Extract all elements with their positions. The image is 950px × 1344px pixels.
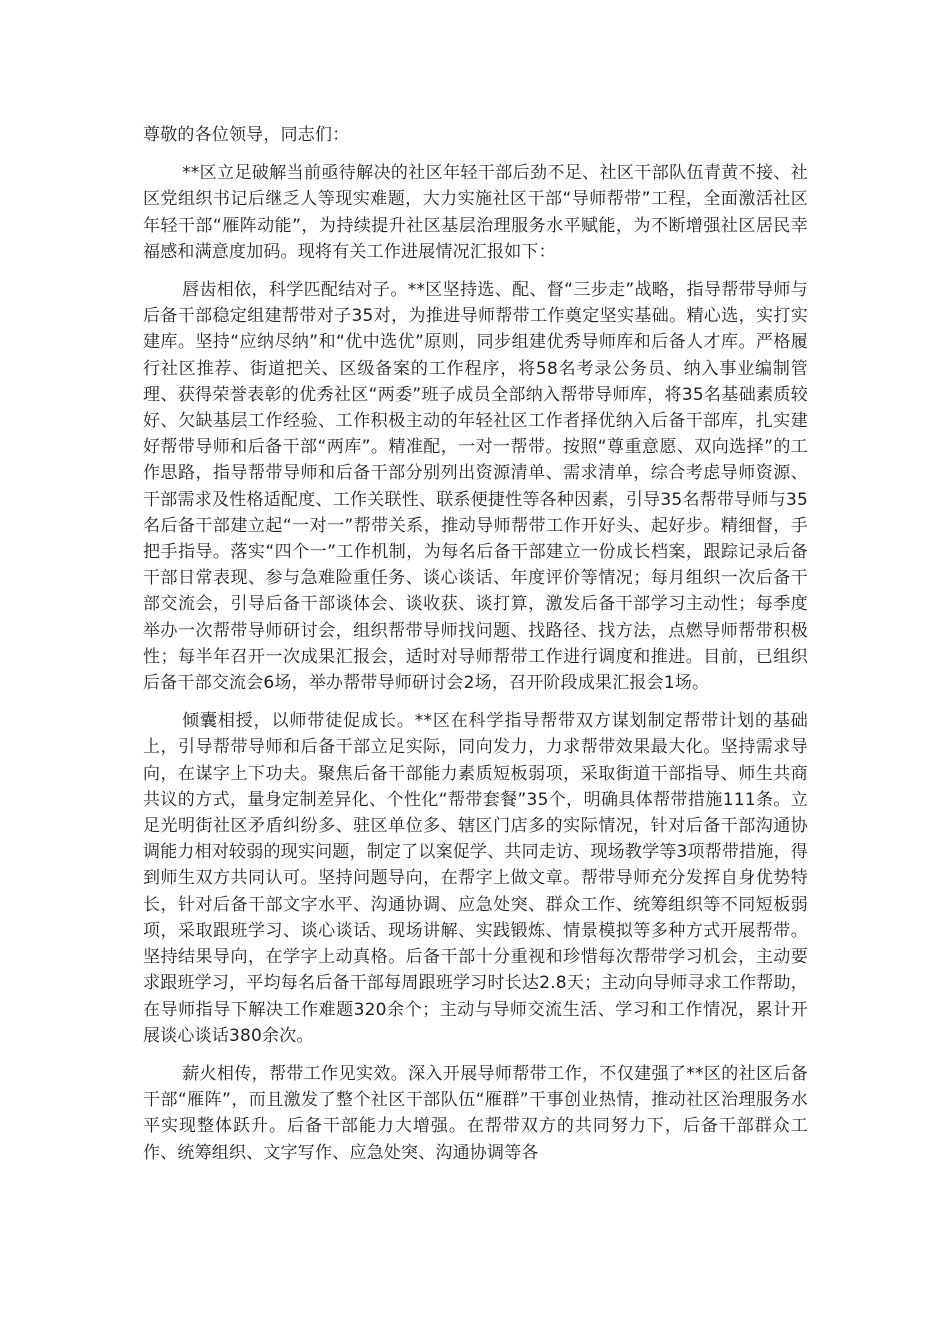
paragraph-results: 薪火相传，帮带工作见实效。深入开展导师帮带工作，不仅建强了**区的社区后备干部“雁阵”，而且激发了整个社区干部队伍“雁群”干事创业热情，推动社区治理服务水平实现整体跃升。后备干部能力大增强。在帮带双方的共同努力下，后备干部群众工作、统筹组织、文字写作、应急处突、沟通协调等各	[143, 1063, 808, 1163]
paragraph-pairing: 唇齿相依，科学匹配结对子。**区坚持选、配、督“三步走”战略，指导帮带导师与后备干部稳定组建帮带对子35对，为推进导师帮带工作奠定坚实基础。精心选，实打实建库。坚持“应纳尽纳”和“优中选优”原则，同步组建优秀导师库和后备人才库。严格履行社区推荐、街道把关、区级备案的工作程序，将58名考录公务员、纳入事业编制管理、获得荣誉表彰的优秀社区“两委”班子成员全部纳入帮带导师库，将35名基础素质较好、欠缺基层工作经验、工作积极主动的年轻社区工作者择优纳入后备干部库，扎实建好帮带导师和后备干部“两库”。精准配，一对一帮带。按照“尊重意愿、双向选择”的工作思路，指导帮带导师和后备干部分别列出资源清单、需求清单，综合考虑导师资源、干部需求及性格适配度、工作关联性、联系便捷性等各种因素，引导35名帮带导师与35名后备干部建立起“一对一”帮带关系，推动导师帮带工作开好头、起好步。精细督，手把手指导。落实“四个一”工作机制，为每名后备干部建立一份成长档案，跟踪记录后备干部日常表现、参与急难险重任务、谈心谈话、年度评价等情况；每月组织一次后备干部交流会，引导后备干部谈体会、谈收获、谈打算，激发后备干部学习主动性；每季度举办一次帮带导师研讨会，组织帮带导师找问题、找路径、找方法，点燃导师帮带积极性；每半年召开一次成果汇报会，适时对导师帮带工作进行调度和推进。目前，已组织后备干部交流会6场，举办帮带导师研讨会2场，召开阶段成果汇报会1场。	[143, 280, 808, 694]
document-body	[143, 122, 808, 1178]
salutation: 尊敬的各位领导，同志们：	[143, 125, 350, 145]
paragraph-intro: **区立足破解当前亟待解决的社区年轻干部后劲不足、社区干部队伍青黄不接、社区党组织书记后继乏人等现实难题，大力实施社区干部“导师帮带”工程，全面激活社区年轻干部“雁阵动能”，为持续提升社区基层治理服务水平赋能，为不断增强社区居民幸福感和满意度加码。现将有关工作进展情况汇报如下：	[143, 163, 808, 262]
paragraph-mentoring: 倾囊相授，以师带徒促成长。**区在科学指导帮带双方谋划制定帮带计划的基础上，引导帮带导师和后备干部立足实际，同向发力，力求帮带效果最大化。坚持需求导向，在谋字上下功夫。聚焦后备干部能力素质短板弱项，采取街道干部指导、师生共商共议的方式，量身定制差异化、个性化“帮带套餐”35个，明确具体帮带措施111条。立足光明街社区矛盾纠纷多、驻区单位多、辖区门店多的实际情况，针对后备干部沟通协调能力相对较弱的现实问题，制定了以案促学、共同走访、现场教学等3项帮带措施，得到师生双方共同认可。坚持问题导向，在帮字上做文章。帮带导师充分发挥自身优势特长，针对后备干部文字水平、沟通协调、应急处突、群众工作、统筹组织等不同短板弱项，采取跟班学习、谈心谈话、现场讲解、实践锻炼、情景模拟等多种方式开展帮带。坚持结果导向，在学字上动真格。后备干部十分重视和珍惜每次帮带学习机会，主动要求跟班学习，平均每名后备干部每周跟班学习时长达2.8天；主动向导师寻求工作帮助，在导师指导下解决工作难题320余个；主动与导师交流生活、学习和工作情况，累计开展谈心谈话380余次。	[143, 711, 808, 1046]
